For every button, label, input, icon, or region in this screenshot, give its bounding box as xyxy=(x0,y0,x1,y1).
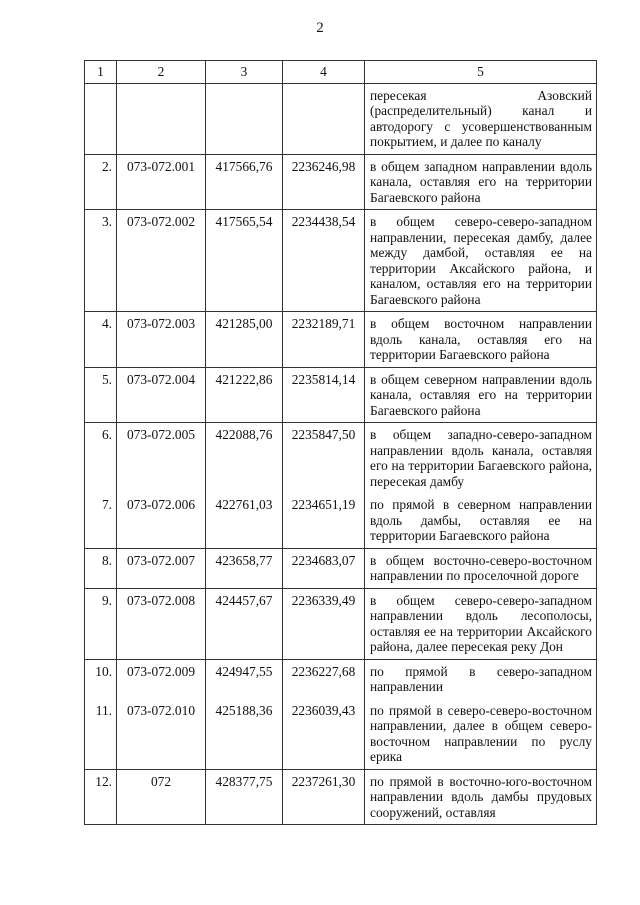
coord-y: 2236227,68 xyxy=(283,659,365,699)
table-row xyxy=(85,699,597,770)
row-number: 6. xyxy=(85,423,117,494)
boundary-description: в общем западном направлении вдоль канала, оставляя его на территории Багаевского района xyxy=(365,154,597,210)
boundary-description: в общем северо-северо-западном направлении, пересекая дамбу, далее между дамбой, оставляя ее на территории Аксайского района, и каналом, оставляя его на территории Багаевского района xyxy=(365,210,597,312)
header-col-3: 3 xyxy=(206,61,283,84)
coord-x: 425188,36 xyxy=(206,699,283,770)
row-number: 10. xyxy=(85,659,117,699)
table-row xyxy=(85,659,597,699)
header-col-4: 4 xyxy=(283,61,365,84)
coord-y xyxy=(283,83,365,154)
coord-x: 424947,55 xyxy=(206,659,283,699)
row-number: 3. xyxy=(85,210,117,312)
boundary-table xyxy=(84,60,597,825)
row-number: 7. xyxy=(85,493,117,548)
point-code: 073-072.008 xyxy=(117,588,206,659)
table-row xyxy=(85,548,597,588)
coord-y: 2235814,14 xyxy=(283,367,365,423)
point-code: 073-072.001 xyxy=(117,154,206,210)
point-code: 073-072.005 xyxy=(117,423,206,494)
row-number: 4. xyxy=(85,312,117,368)
boundary-description: в общем восточно-северо-восточном направлении по проселочной дороге xyxy=(365,548,597,588)
table-row xyxy=(85,154,597,210)
point-code: 073-072.009 xyxy=(117,659,206,699)
table-row xyxy=(85,367,597,423)
coord-y: 2234651,19 xyxy=(283,493,365,548)
header-col-1: 1 xyxy=(85,61,117,84)
table-row xyxy=(85,210,597,312)
point-code: 072 xyxy=(117,769,206,825)
coord-x: 424457,67 xyxy=(206,588,283,659)
coord-y: 2234683,07 xyxy=(283,548,365,588)
boundary-description: по прямой в восточно-юго-восточном направлении вдоль дамбы прудовых сооружений, оставляя xyxy=(365,769,597,825)
row-number: 8. xyxy=(85,548,117,588)
table-row xyxy=(85,588,597,659)
table-row xyxy=(85,423,597,494)
coord-y: 2235847,50 xyxy=(283,423,365,494)
coord-x: 421285,00 xyxy=(206,312,283,368)
table-row xyxy=(85,312,597,368)
row-number: 12. xyxy=(85,769,117,825)
point-code: 073-072.004 xyxy=(117,367,206,423)
coord-y: 2234438,54 xyxy=(283,210,365,312)
boundary-description: в общем западно-северо-западном направлении вдоль канала, оставляя его на территории Багаевского района, пересекая дамбу xyxy=(365,423,597,494)
coord-x: 421222,86 xyxy=(206,367,283,423)
coord-x: 422088,76 xyxy=(206,423,283,494)
boundary-description: по прямой в северо-западном направлении xyxy=(365,659,597,699)
coord-x: 417565,54 xyxy=(206,210,283,312)
point-code xyxy=(117,83,206,154)
row-number: 2. xyxy=(85,154,117,210)
coord-y: 2236246,98 xyxy=(283,154,365,210)
point-code: 073-072.003 xyxy=(117,312,206,368)
point-code: 073-072.007 xyxy=(117,548,206,588)
row-number: 5. xyxy=(85,367,117,423)
table-row xyxy=(85,83,597,154)
coord-x: 428377,75 xyxy=(206,769,283,825)
row-number: 11. xyxy=(85,699,117,770)
boundary-description: в общем восточном направлении вдоль канала, оставляя его на территории Багаевского района xyxy=(365,312,597,368)
boundary-description: в общем северном направлении вдоль канала, оставляя его на территории Багаевского района xyxy=(365,367,597,423)
row-number xyxy=(85,83,117,154)
header-row xyxy=(85,61,597,84)
boundary-description: по прямой в северо-северо-восточном направлении, далее в общем северо-восточном направлении по руслу ерика xyxy=(365,699,597,770)
coord-x: 417566,76 xyxy=(206,154,283,210)
coord-y: 2232189,71 xyxy=(283,312,365,368)
boundary-description: по прямой в северном направлении вдоль дамбы, оставляя ее на территории Багаевского района xyxy=(365,493,597,548)
coord-x: 422761,03 xyxy=(206,493,283,548)
header-col-2: 2 xyxy=(117,61,206,84)
point-code: 073-072.010 xyxy=(117,699,206,770)
row-number: 9. xyxy=(85,588,117,659)
coord-x: 423658,77 xyxy=(206,548,283,588)
table-row xyxy=(85,493,597,548)
coord-x xyxy=(206,83,283,154)
page-number: 2 xyxy=(316,20,324,36)
coord-y: 2236039,43 xyxy=(283,699,365,770)
coord-y: 2237261,30 xyxy=(283,769,365,825)
point-code: 073-072.006 xyxy=(117,493,206,548)
coord-y: 2236339,49 xyxy=(283,588,365,659)
boundary-description: пересекая Азовский (распределительный) канал и автодорогу с усовершенствованным покрытием, и далее по каналу xyxy=(365,83,597,154)
header-col-5: 5 xyxy=(365,61,597,84)
boundary-description: в общем северо-северо-западном направлении вдоль лесополосы, оставляя ее на территории Аксайского района, далее пересекая реку Дон xyxy=(365,588,597,659)
point-code: 073-072.002 xyxy=(117,210,206,312)
table-row xyxy=(85,769,597,825)
